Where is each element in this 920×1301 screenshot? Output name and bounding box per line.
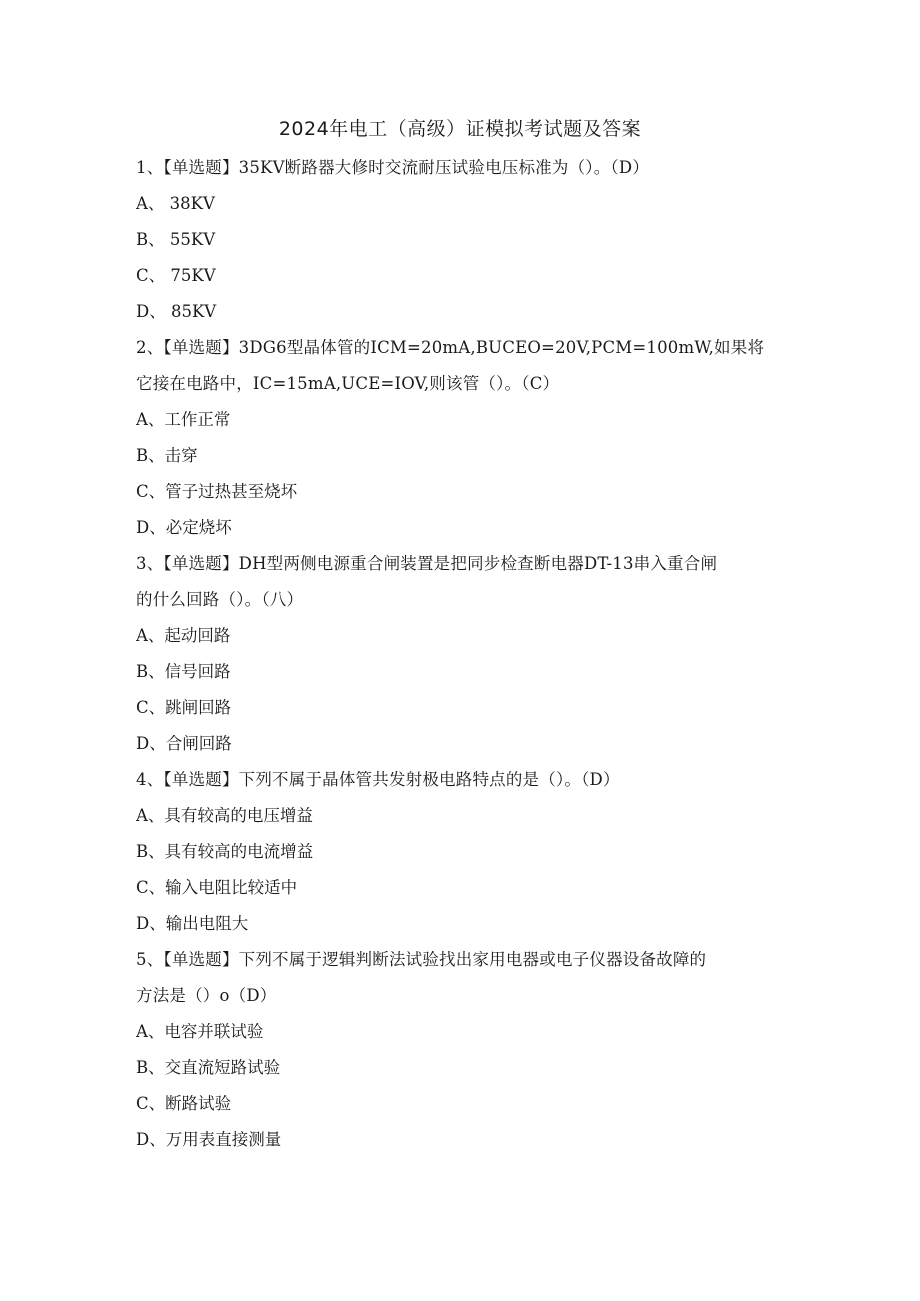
- question-3-option-c: C、跳闸回路: [136, 698, 232, 717]
- question-1-option-d: D、 85KV: [136, 302, 217, 321]
- question-5: [136, 942, 796, 1158]
- question-4-option-d: D、输出电阻大: [136, 914, 249, 933]
- question-5-option-a: A、电容并联试验: [136, 1022, 264, 1041]
- question-2-text-line-2: 它接在电路中，IC=15mA,UCE=IOV,则该管（）。（C）: [136, 374, 560, 393]
- question-4-option-c: C、输入电阻比较适中: [136, 878, 298, 897]
- question-3-option-d: D、合闸回路: [136, 734, 232, 753]
- question-2-option-b: B、击穿: [136, 446, 198, 465]
- question-3-option-a: A、起动回路: [136, 626, 231, 645]
- question-2-option-a: A、工作正常: [136, 410, 231, 429]
- question-1-text: 1、【单选题】35KV断路器大修时交流耐压试验电压标准为（）。（D）: [136, 158, 650, 177]
- question-4-text: 4、【单选题】下列不属于晶体管共发射极电路特点的是（）。（D）: [136, 770, 620, 789]
- question-2-option-c: C、管子过热甚至烧坏: [136, 482, 298, 501]
- question-list: [136, 150, 796, 1158]
- question-4: [136, 762, 796, 942]
- question-2: [136, 330, 796, 546]
- question-3-text-line-2: 的什么回路（）。（八）: [136, 590, 304, 609]
- question-5-option-d: D、万用表直接测量: [136, 1130, 282, 1149]
- question-2-option-d: D、必定烧坏: [136, 518, 232, 537]
- question-5-option-b: B、交直流短路试验: [136, 1058, 281, 1077]
- question-5-option-c: C、断路试验: [136, 1094, 232, 1113]
- question-3: [136, 546, 796, 762]
- question-1-option-b: B、 55KV: [136, 230, 216, 249]
- question-3-option-b: B、信号回路: [136, 662, 231, 681]
- question-5-text-line-1: 5、【单选题】下列不属于逻辑判断法试验找出家用电器或电子仪器设备故障的: [136, 950, 707, 969]
- document-title: 2024年电工（高级）证模拟考试题及答案: [278, 118, 642, 140]
- question-5-text-line-2: 方法是（）o（D）: [136, 986, 277, 1005]
- question-2-text-line-1: 2、【单选题】3DG6型晶体管的ICM=20mA,BUCEO=20V,PCM=100mW,如果将: [136, 338, 765, 357]
- question-1-option-c: C、 75KV: [136, 266, 216, 285]
- question-3-text-line-1: 3、【单选题】DH型两侧电源重合闸装置是把同步检查断电器DT-13串入重合闸: [136, 554, 718, 573]
- question-1: [136, 150, 796, 330]
- question-1-option-a: A、 38KV: [136, 194, 215, 213]
- question-4-option-b: B、具有较高的电流增益: [136, 842, 314, 861]
- question-4-option-a: A、具有较高的电压增益: [136, 806, 313, 825]
